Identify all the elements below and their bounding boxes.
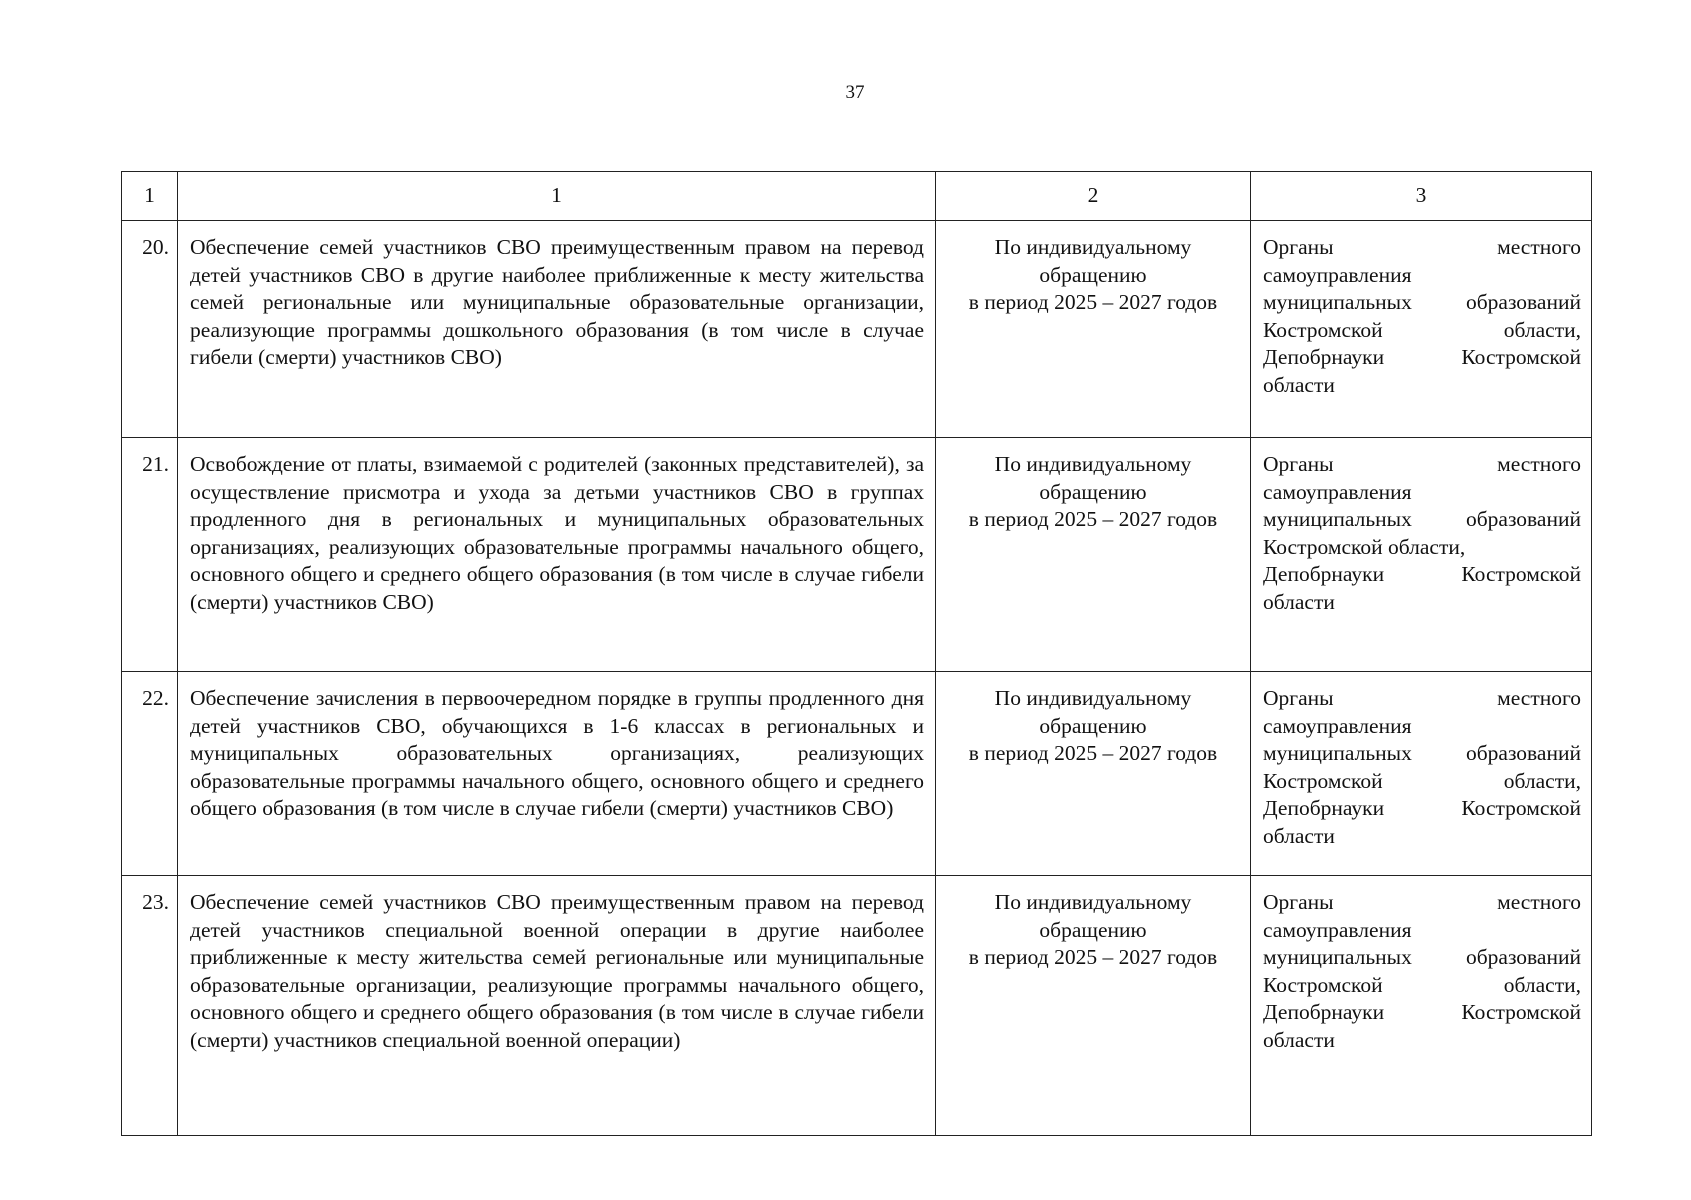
header-cell-description: 1 (178, 172, 936, 221)
responsible-line: области (1263, 823, 1335, 848)
responsible-line: Органы местного (1263, 686, 1581, 710)
responsible-line: Костромской области, (1263, 534, 1466, 559)
row-responsible (1251, 672, 1592, 876)
table-row (122, 438, 1592, 672)
row-responsible (1251, 876, 1592, 1136)
row-term (936, 438, 1251, 672)
row-number: 20. (122, 221, 178, 438)
responsible-line: самоуправления (1263, 262, 1412, 287)
header-cell-term: 2 (936, 172, 1251, 221)
responsible-line: области (1263, 372, 1335, 397)
responsible-line: самоуправления (1263, 479, 1412, 504)
row-number: 23. (122, 876, 178, 1136)
responsible-line: муниципальных образований (1263, 741, 1581, 765)
responsible-line: Органы местного (1263, 890, 1581, 914)
responsible-line: Депобрнауки Костромской (1263, 345, 1581, 369)
header-cell-num: 1 (122, 172, 178, 221)
responsible-line: Органы местного (1263, 235, 1581, 259)
term-line: По индивидуальному (994, 235, 1192, 259)
term-line: в период 2025 – 2027 годов (968, 741, 1218, 765)
term-line: По индивидуальному (994, 452, 1192, 476)
responsible-line: самоуправления (1263, 713, 1412, 738)
term-line: обращению (1039, 479, 1147, 504)
responsible-line: области (1263, 1027, 1335, 1052)
responsible-line: муниципальных образований (1263, 945, 1581, 969)
measures-table (121, 171, 1592, 1136)
responsible-line: Депобрнауки Костромской (1263, 1000, 1581, 1024)
responsible-line: области (1263, 589, 1335, 614)
row-description: Обеспечение семей участников СВО преимущественным правом на перевод детей участников СВО в другие наиболее приближенные к месту жительства семей региональные или муниципальные образовательные организации, реализующие программы дошкольного образования (в том числе в случае гибели (смерти) участников СВО) (178, 221, 936, 438)
responsible-line: муниципальных образований (1263, 507, 1581, 531)
row-description: Обеспечение зачисления в первоочередном порядке в группы продленного дня детей участников СВО, обучающихся в 1-6 классах в региональных и муниципальных образовательных организациях, реализующих образовательные программы начального общего, основного общего и среднего общего образования (в том числе в случае гибели (смерти) участников СВО) (178, 672, 936, 876)
responsible-line: Органы местного (1263, 452, 1581, 476)
responsible-line: Костромской области, (1263, 317, 1581, 342)
header-cell-responsible: 3 (1251, 172, 1592, 221)
row-number: 21. (122, 438, 178, 672)
responsible-line: Костромской области, (1263, 768, 1581, 793)
term-line: обращению (1039, 917, 1147, 942)
row-description: Освобождение от платы, взимаемой с родителей (законных представителей), за осуществление присмотра и ухода за детьми участников СВО в группах продленного дня в региональных и муниципальных образовательных организациях, реализующих образовательные программы начального общего, основного общего и среднего общего образования (в том числе в случае гибели (смерти) участников СВО) (178, 438, 936, 672)
row-responsible (1251, 221, 1592, 438)
term-line: в период 2025 – 2027 годов (968, 945, 1218, 969)
table-row (122, 876, 1592, 1136)
row-term (936, 876, 1251, 1136)
row-description: Обеспечение семей участников СВО преимущественным правом на перевод детей участников специальной военной операции в другие наиболее приближенные к месту жительства семей региональные или муниципальные образовательные организации, реализующие программы начального общего, основного общего и среднего общего образования (в том числе в случае гибели (смерти) участников специальной военной операции) (178, 876, 936, 1136)
responsible-line: Депобрнауки Костромской (1263, 562, 1581, 586)
term-line: По индивидуальному (994, 890, 1192, 914)
row-number: 22. (122, 672, 178, 876)
row-responsible (1251, 438, 1592, 672)
row-term (936, 221, 1251, 438)
term-line: в период 2025 – 2027 годов (968, 290, 1218, 314)
responsible-line: Депобрнауки Костромской (1263, 796, 1581, 820)
table-header-row (122, 172, 1592, 221)
table-row (122, 221, 1592, 438)
term-line: в период 2025 – 2027 годов (968, 507, 1218, 531)
term-line: обращению (1039, 713, 1147, 738)
responsible-line: Костромской области, (1263, 972, 1581, 997)
responsible-line: муниципальных образований (1263, 290, 1581, 314)
term-line: По индивидуальному (994, 686, 1192, 710)
row-term (936, 672, 1251, 876)
table-row (122, 672, 1592, 876)
page-number: 37 (845, 82, 865, 103)
term-line: обращению (1039, 262, 1147, 287)
responsible-line: самоуправления (1263, 917, 1412, 942)
